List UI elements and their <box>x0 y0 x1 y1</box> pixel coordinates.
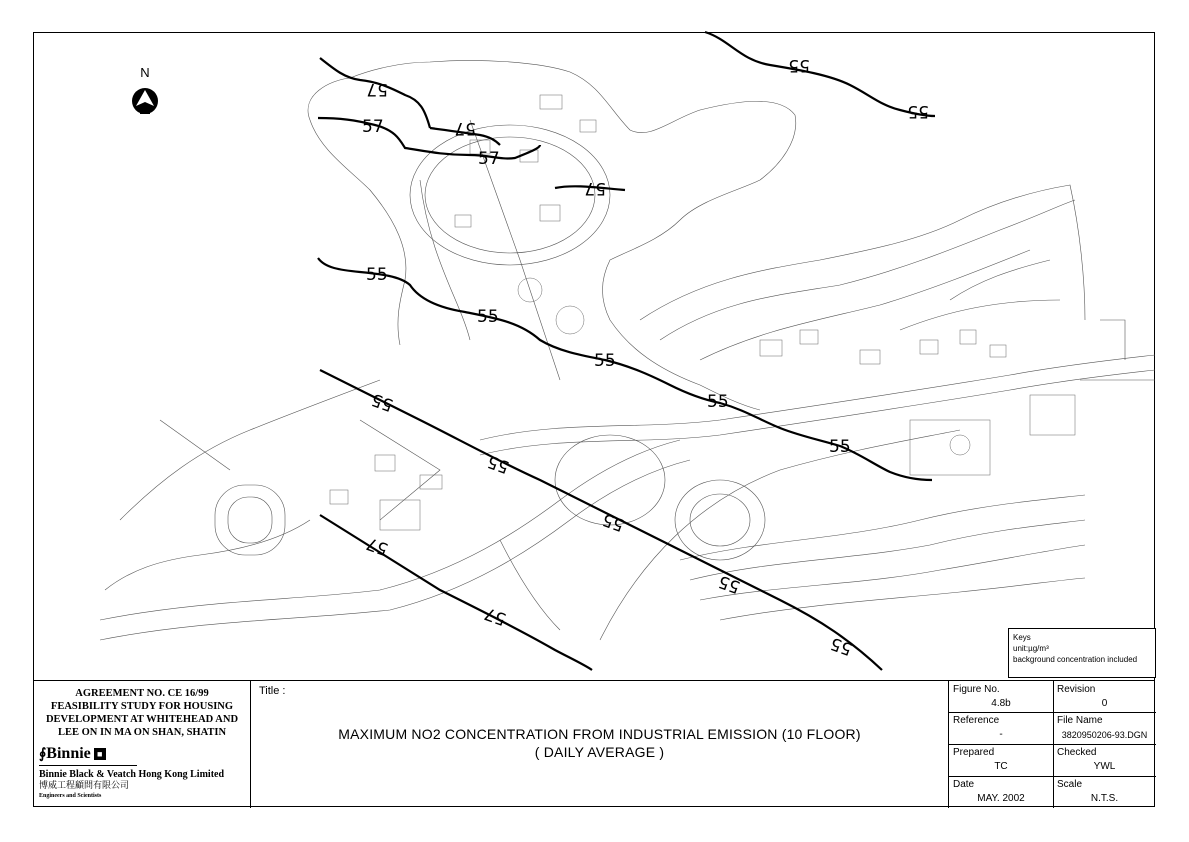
keys-note: background concentration included <box>1013 655 1138 664</box>
north-arrow-icon <box>132 88 158 114</box>
contour-label: 57 <box>481 602 509 629</box>
agreement-line: AGREEMENT NO. CE 16/99 <box>75 688 209 699</box>
revision-cell <box>1053 681 1156 712</box>
revision-label: Revision <box>1057 684 1096 695</box>
north-letter: N <box>140 65 150 80</box>
prepared-value: TC <box>994 761 1008 772</box>
prepared-cell <box>949 744 1053 776</box>
contour-label: 55 <box>599 508 627 535</box>
contour-lines <box>318 32 935 670</box>
drawing-title-line2: ( DAILY AVERAGE ) <box>534 744 665 760</box>
keys-unit: unit:µg/m³ <box>1013 644 1049 653</box>
contour-label: 55 <box>368 388 396 415</box>
prepared-label: Prepared <box>953 747 995 758</box>
contour-label: 55 <box>827 632 855 659</box>
contour-label: 55 <box>829 437 851 457</box>
reference-label: Reference <box>953 715 1000 726</box>
agreement-line: LEE ON IN MA ON SHAN, SHATIN <box>57 727 227 738</box>
file-name-label: File Name <box>1057 715 1103 726</box>
checked-label: Checked <box>1057 747 1097 758</box>
reference-cell <box>949 712 1053 744</box>
drawing-info-grid <box>948 681 1155 808</box>
date-label: Date <box>953 779 975 790</box>
contour-label: 55 <box>715 570 743 597</box>
figure-no-cell <box>949 681 1053 712</box>
scale-value: N.T.S. <box>1090 793 1119 804</box>
figure-no-value: 4.8b <box>991 698 1011 709</box>
company-block <box>39 745 245 800</box>
checked-cell <box>1053 744 1156 776</box>
contour-label: 55 <box>366 265 388 285</box>
map-linework <box>100 60 1155 640</box>
company-logo <box>39 745 137 766</box>
north-indicator <box>130 66 160 80</box>
drawing-title-line1: MAXIMUM NO2 CONCENTRATION FROM INDUSTRIAL EMISSION (10 FLOOR) <box>338 726 861 742</box>
contour-55-north <box>705 32 935 116</box>
binnie-mark-icon: ∮ <box>39 747 47 762</box>
title-label: Title : <box>259 685 286 697</box>
company-chinese-name: 博威工程顧問有限公司 <box>39 781 130 791</box>
agreement-panel <box>33 681 251 808</box>
contour-55-south <box>320 370 882 670</box>
drawing-title <box>251 725 948 761</box>
contour-label: 55 <box>788 55 810 75</box>
date-value: MAY. 2002 <box>977 793 1025 804</box>
contour-label: 55 <box>594 351 616 371</box>
contour-label: 55 <box>707 392 729 412</box>
bv-square-icon: ■ <box>94 748 106 760</box>
agreement-line: FEASIBILITY STUDY FOR HOUSING <box>50 701 234 712</box>
file-name-value: 3820950206-93.DGN <box>1061 730 1148 740</box>
agreement-text <box>39 687 245 739</box>
date-cell <box>949 776 1053 808</box>
title-block <box>33 680 1155 807</box>
contour-label: 57 <box>584 178 606 198</box>
file-name-cell <box>1053 712 1156 744</box>
contour-label: 55 <box>907 101 929 121</box>
contour-label: 57 <box>478 149 500 169</box>
company-name: Binnie Black & Veatch Hong Kong Limited <box>39 769 225 780</box>
checked-value: YWL <box>1093 761 1116 772</box>
contour-label: 57 <box>366 79 388 99</box>
contour-label: 57 <box>362 117 384 137</box>
scale-cell <box>1053 776 1156 808</box>
company-logo-text: Binnie <box>46 745 91 762</box>
revision-value: 0 <box>1101 698 1108 709</box>
contour-label: 55 <box>484 450 512 477</box>
keys-legend <box>1008 628 1156 678</box>
agreement-line: DEVELOPMENT AT WHITEHEAD AND <box>45 714 239 725</box>
figure-no-label: Figure No. <box>953 684 1000 695</box>
title-panel <box>251 681 948 808</box>
contour-label: 55 <box>477 307 499 327</box>
contour-label: 57 <box>454 118 476 138</box>
contour-57-south <box>320 515 592 670</box>
reference-value: - <box>999 729 1003 740</box>
company-tagline: Engineers and Scientists <box>39 793 102 799</box>
keys-title: Keys <box>1013 633 1031 642</box>
scale-label: Scale <box>1057 779 1083 790</box>
contour-label: 57 <box>363 532 391 559</box>
